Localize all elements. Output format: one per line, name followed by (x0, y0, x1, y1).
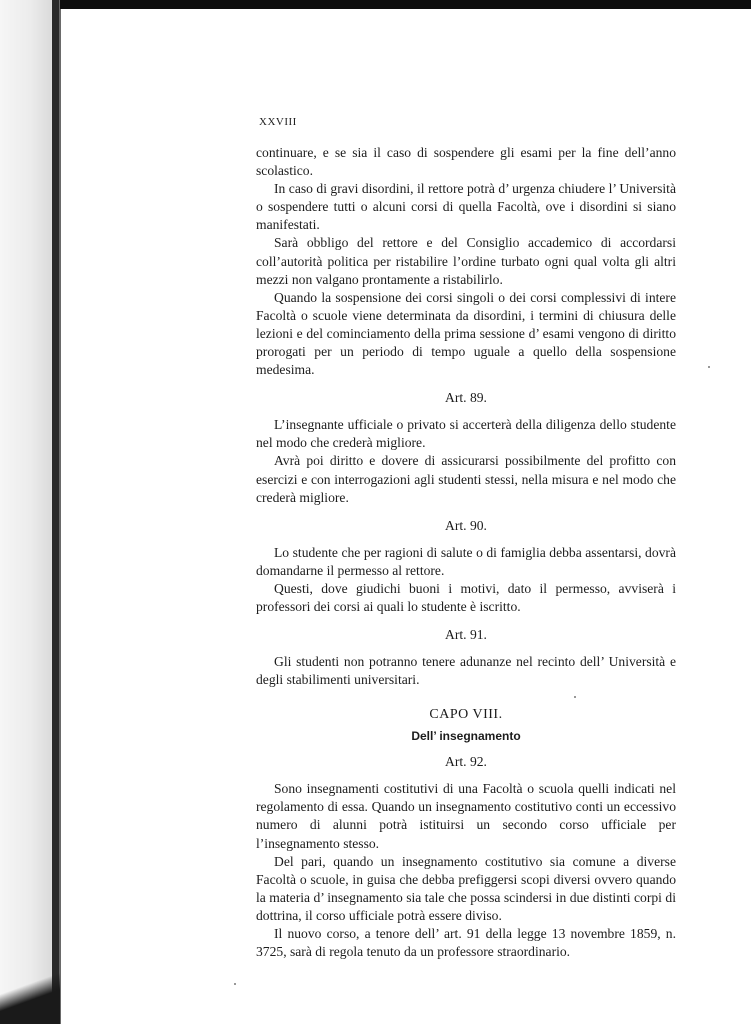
speck (574, 696, 576, 698)
paragraph: Sono insegnamenti costitutivi di una Facoltà o scuola quelli indicati nel regolamento di essa. Quando un insegnamento costitutivo conti un eccessivo numero di alunni potrà istituirsi un secondo corso ufficiale per l’insegnamento stesso. (256, 781, 676, 851)
paragraph: In caso di gravi disordini, il rettore potrà d’ urgenza chiudere l’ Università o sospendere tutti o alcuni corsi di quella Facoltà, ove i disordini si siano manifestati. (256, 181, 676, 233)
paragraph: Gli studenti non potranno tenere adunanze nel recinto dell’ Università e degli stabilimenti universitari. (256, 654, 676, 688)
article-heading: Art. 90. (445, 517, 487, 533)
speck (234, 983, 236, 985)
book-spine-shadow (52, 0, 59, 1024)
page-fold-shadow (0, 960, 60, 1024)
paragraph: L’insegnante ufficiale o privato si accerterà della diligenza dello studente nel modo che crederà migliore. (256, 417, 676, 451)
article-heading: Art. 91. (445, 627, 487, 643)
paragraph: Lo studente che per ragioni di salute o di famiglia debba assentarsi, dovrà domandarne il permesso al rettore. (256, 544, 676, 578)
section-title: Dell’ insegnamento (411, 729, 521, 744)
chapter-heading: CAPO VIII. (429, 707, 503, 723)
page-folio: XXVIII (259, 116, 297, 128)
scan-top-border (60, 0, 751, 9)
paragraph: Del pari, quando un insegnamento costitutivo sia comune a diverse Facoltà o scuole, in guisa che debba prefiggersi scopi diversi ovvero quando la materia d’ insegnamento sia tale che possa scindersi in due distinti corpi di dottrina, il corso ufficiale potrà essere diviso. (256, 853, 676, 923)
paragraph: Il nuovo corso, a tenore dell’ art. 91 della legge 13 novembre 1859, n. 3725, sarà di regola tenuto da un professore straordinario. (256, 926, 676, 960)
paragraph: continuare, e se sia il caso di sospendere gli esami per la fine dell’anno scolastico. (256, 145, 676, 179)
paragraph: Sarà obbligo del rettore e del Consiglio accademico di accordarsi coll’autorità politica per ristabilire l’ordine turbato ogni qual volta gli altri mezzi non valgano prontamente a ristabilirlo. (256, 235, 676, 287)
book-spine-edge (59, 0, 61, 1024)
paragraph: Questi, dove giudichi buoni i motivi, dato il permesso, avviserà i professori dei corsi ai quali lo studente è iscritto. (256, 580, 676, 614)
article-heading: Art. 92. (445, 754, 487, 770)
paragraph: Quando la sospensione dei corsi singoli o dei corsi complessivi di intere Facoltà o scuole viene determinata da disordini, i termini di chiusura delle lezioni e del cominciamento della prima sessione d’ esami vengono di diritto prorogati per un periodo di tempo uguale a quello della sospensione medesima. (256, 289, 676, 378)
scan-gutter (0, 0, 58, 1024)
article-heading: Art. 89. (445, 390, 487, 406)
paragraph: Avrà poi diritto e dovere di assicurarsi possibilmente del profitto con esercizi e con interrogazioni agli studenti stessi, nella misura e nel modo che crederà migliore. (256, 453, 676, 505)
page-body (256, 144, 676, 961)
speck (708, 366, 710, 368)
